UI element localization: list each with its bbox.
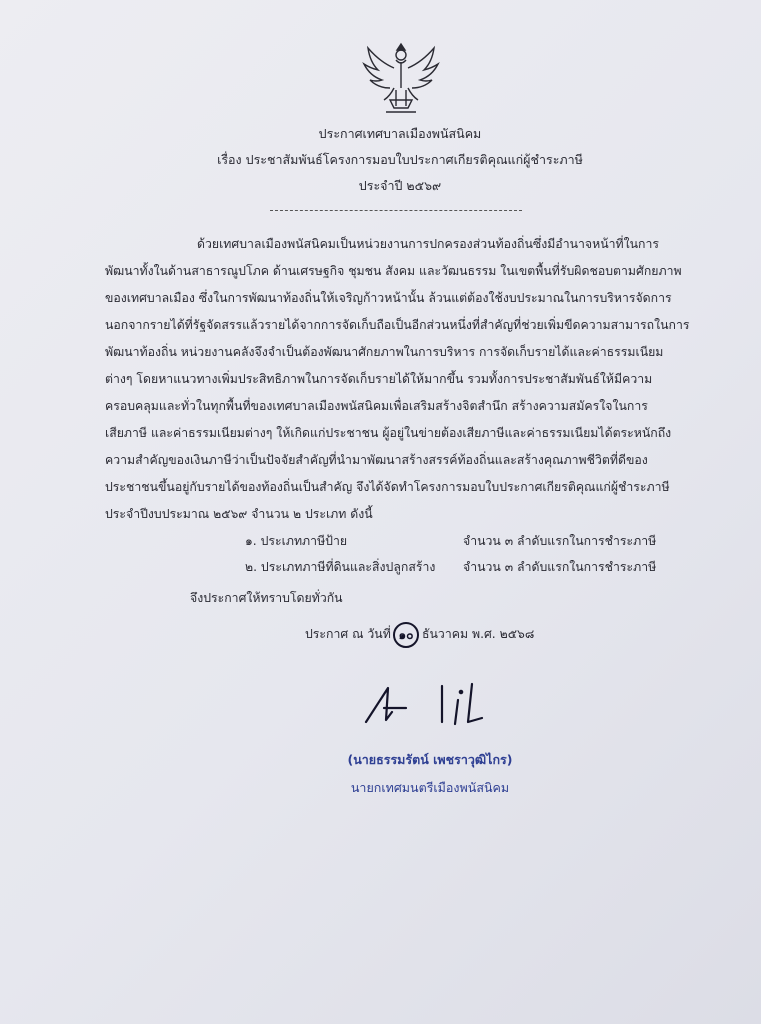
signatory-title: นายกเทศมนตรีเมืองพนัสนิคม [350, 780, 510, 795]
body-line: ต่างๆ โดยหาแนวทางเพิ่มประสิทธิภาพในการจัดเก็บรายได้ให้มากขึ้น รวมทั้งการประชาสัมพันธ์ให้มีความ [105, 372, 653, 386]
date-day: ๑๐ [393, 622, 419, 648]
list-item-count: จำนวน ๓ ลำดับแรกในการชำระภาษี [463, 534, 657, 548]
body-line: ของเทศบาลเมือง ซึ่งในการพัฒนาท้องถิ่นให้เจริญก้าวหน้านั้น ล้วนแต่ต้องใช้งบประมาณในการบริหารจัดการ [105, 291, 672, 305]
body-line: ประชาชนขึ้นอยู่กับรายได้ของท้องถิ่นเป็นสำคัญ จึงได้จัดทำโครงการมอบใบประกาศเกียรติคุณแก่ผู้ชำระภาษี [105, 480, 670, 494]
divider [270, 210, 522, 211]
garuda-emblem-icon [360, 38, 442, 118]
closing-text: จึงประกาศให้ทราบโดยทั่วกัน [190, 591, 343, 605]
body-line: ความสำคัญของเงินภาษีว่าเป็นปัจจัยสำคัญที่นำมาพัฒนาสร้างสรรค์ท้องถิ่นและสร้างคุณภาพชีวิตที่ดีของ [105, 453, 648, 467]
list-item-name: ๒. ประเภทภาษีที่ดินและสิ่งปลูกสร้าง [245, 560, 436, 574]
announcement-subject: เรื่อง ประชาสัมพันธ์โครงการมอบใบประกาศเกียรติคุณแก่ผู้ชำระภาษี [217, 152, 583, 167]
date-suffix: ธันวาคม พ.ศ. ๒๕๖๘ [422, 627, 535, 641]
signature-icon [362, 678, 492, 730]
list-item-count: จำนวน ๓ ลำดับแรกในการชำระภาษี [463, 560, 657, 574]
body-line: ครอบคลุมและทั่วในทุกพื้นที่ของเทศบาลเมืองพนัสนิคมเพื่อเสริมสร้างจิตสำนึก สร้างความสมัครใจในการ [105, 399, 648, 413]
signatory-name: (นายธรรมรัตน์ เพชราวุฒิไกร) [347, 752, 513, 767]
body-line: พัฒนาท้องถิ่น หน่วยงานคลังจึงจำเป็นต้องพัฒนาศักยภาพในการบริหาร การจัดเก็บรายได้และค่าธรรมเนียม [105, 345, 664, 359]
announcement-year: ประจำปี ๒๕๖๙ [358, 178, 442, 193]
body-line: เสียภาษี และค่าธรรมเนียมต่างๆ ให้เกิดแก่ประชาชน ผู้อยู่ในข่ายต้องเสียภาษีและค่าธรรมเนียมได้ตระหนักถึง [105, 426, 672, 440]
body-line: ด้วยเทศบาลเมืองพนัสนิคมเป็นหน่วยงานการปกครองส่วนท้องถิ่นซึ่งมีอำนาจหน้าที่ในการ [197, 237, 660, 251]
body-line: ประจำปีงบประมาณ ๒๕๖๙ จำนวน ๒ ประเภท ดังนี้ [105, 507, 373, 521]
announcement-title: ประกาศเทศบาลเมืองพนัสนิคม [318, 126, 482, 141]
date-prefix: ประกาศ ณ วันที่ [305, 627, 391, 641]
list-item-name: ๑. ประเภทภาษีป้าย [245, 534, 348, 548]
body-line: นอกจากรายได้ที่รัฐจัดสรรแล้วรายได้จากการจัดเก็บถือเป็นอีกส่วนหนึ่งที่สำคัญที่ช่วยเพิ่มขีดความสามารถในการ [105, 318, 690, 332]
body-line: พัฒนาทั้งในด้านสาธารณูปโภค ด้านเศรษฐกิจ ชุมชน สังคม และวัฒนธรรม ในเขตพื้นที่รับผิดชอบตามศักยภาพ [105, 264, 682, 278]
